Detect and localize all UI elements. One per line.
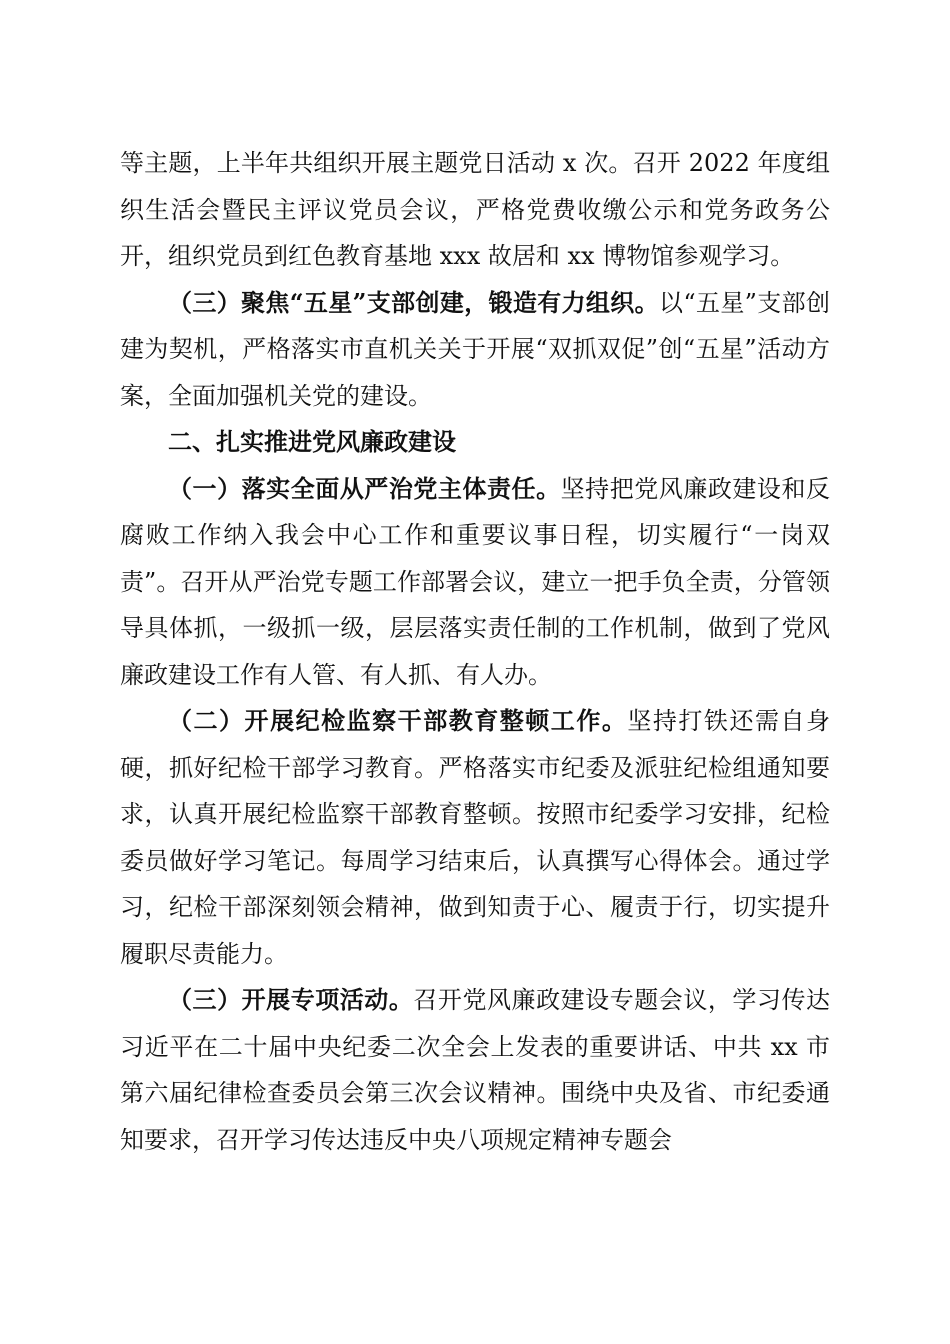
paragraph-responsibility-text: 坚持把党风廉政建设和反腐败工作纳入我会中心工作和重要议事日程，切实履行“一岗双责”。召开从严治党专题工作部署会议，建立一把手负全责，分管领导具体抓，一级抓一级，层层落实责任制的工作机制，做到了党风廉政建设工作有人管、有人抓、有人办。 <box>120 474 831 689</box>
paragraph-special-activities-lead: （三）开展专项活动。 <box>168 985 414 1014</box>
paragraph-responsibility <box>120 466 830 699</box>
paragraph-theme-activities-text: 等主题，上半年共组织开展主题党日活动 x 次。召开 2022 年度组织生活会暨民主评议党员会议，严格党费收缴公示和党务政务公开，组织党员到红色教育基地 xxx 故居和 xx 博物馆参观学习。 <box>120 149 830 270</box>
paragraph-theme-activities <box>120 140 830 280</box>
section-heading-integrity: 二、扎实推进党风廉政建设 <box>168 428 456 456</box>
paragraph-five-star-branch <box>120 280 830 420</box>
paragraph-five-star-branch-lead: （三）聚焦“五星”支部创建，锻造有力组织。 <box>168 287 659 317</box>
paragraph-special-activities-text: 召开党风廉政建设专题会议，学习传达习近平在二十届中央纪委二次全会上发表的重要讲话、中共 xx 市第六届纪律检查委员会第三次会议精神。围绕中央及省、市纪委通知要求，召开学习传达违反中央八项规定精神专题会 <box>120 986 831 1154</box>
paragraph-education-rectification-text: 坚持打铁还需自身硬，抓好纪检干部学习教育。严格落实市纪委及派驻纪检组通知要求，认真开展纪检监察干部教育整顿。按照市纪委学习安排，纪检委员做好学习笔记。每周学习结束后，认真撰写心得体会。通过学习，纪检干部深刻领会精神，做到知责于心、履责于行，切实提升履职尽责能力。 <box>120 707 830 968</box>
paragraph-education-rectification <box>120 698 830 977</box>
paragraph-five-star-branch-text: 以“五星”支部创建为契机，严格落实市直机关关于开展“双抓双促”创“五星”活动方案，全面加强机关党的建设。 <box>120 288 830 410</box>
document-body <box>120 140 830 1163</box>
paragraph-special-activities <box>120 977 830 1163</box>
paragraph-responsibility-lead: （一）落实全面从严治党主体责任。 <box>168 473 561 503</box>
paragraph-education-rectification-lead: （二）开展纪检监察干部教育整顿工作。 <box>168 706 628 735</box>
